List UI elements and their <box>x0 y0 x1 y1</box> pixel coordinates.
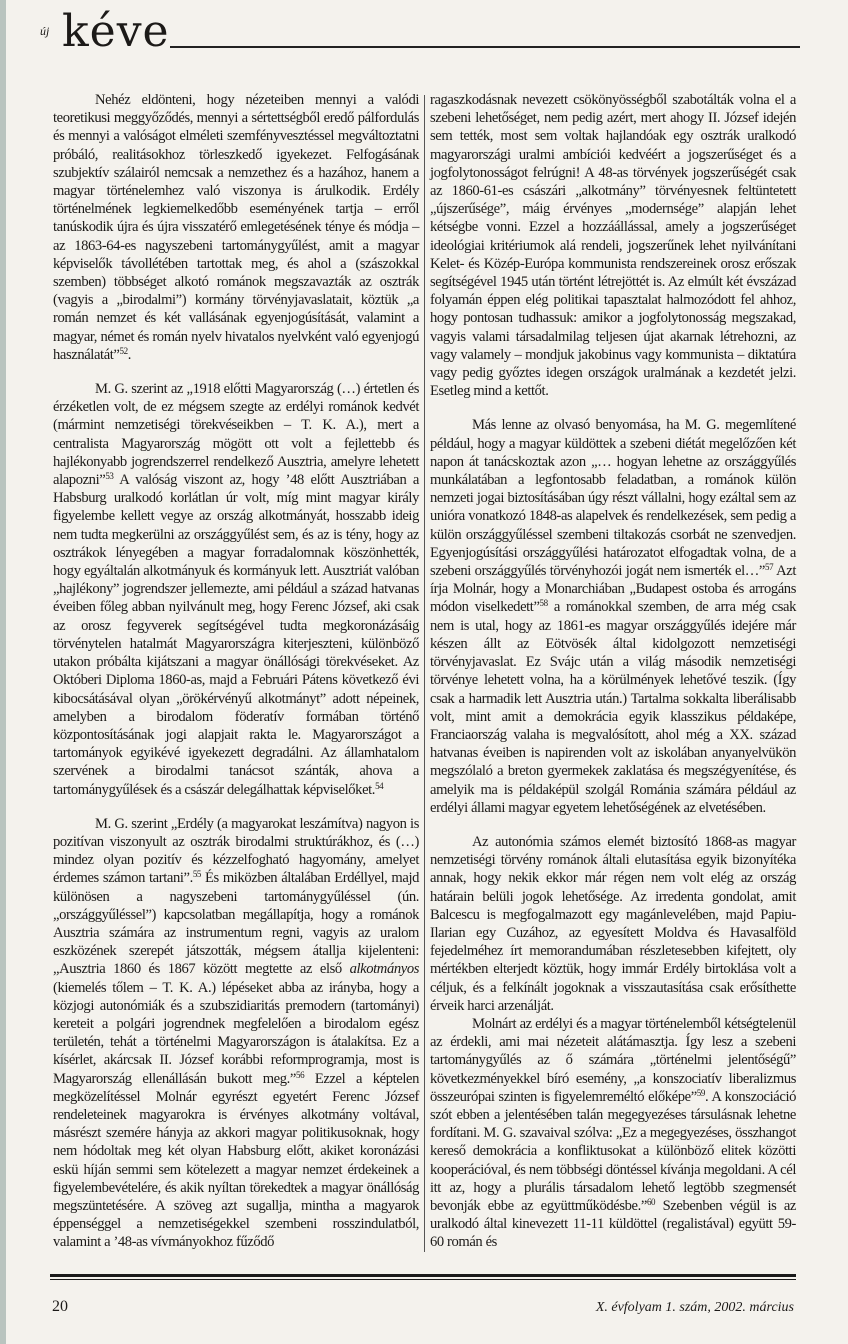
text-run: Szebenben végül is az uralkodó által kinevezett 11-11 küldöttel (regalistával) együtt 59-60 román és <box>430 1197 796 1251</box>
text-run: M. G. szerint az „1918 előtti Magyarország (…) értetlen és érzéketlen volt, de ez mégsem szegte az erdélyi románok kedvét (mármint nemzetiségi törekvéseikben – T. K. A.), mert a centralista Magyarország mögött ott volt a fejlettebb és hajlékonyabb jogrendszerrel rendelkező Ausztria, amelyre lehetett alapozni” <box>53 381 419 489</box>
masthead-rule <box>170 46 800 48</box>
text-run: Az autonómia számos elemét biztosító 1868-as magyar nemzetiségi törvény románok általi elutasítása egyik bizonyítéka annak, hogy nekik ekkor már régen nem volt elég az ország határain belüli jogok lehetősége. Az irredenta gondolat, amit Balcescu is megfogalmazott egy magánlevelében, majd Papiu-Ilarian egy Cuzához, az egyesített Moldva és Havasalföld fejedelméhez írt memorandumában részletesebben kifejtett, oly mértékben elterjedt köztük, hogy immár Erdély birtoklása volt a céljuk, és a felkínált jogoknak a visszautasítása csak erősíthette érveik harci arzenálját. <box>430 833 796 1014</box>
footnote-ref: 56 <box>295 1069 305 1080</box>
paragraph <box>53 815 419 1252</box>
paragraph <box>53 91 419 364</box>
footnote-ref: 52 <box>119 345 128 356</box>
text-run: Azt írja Molnár, hogy a Monarchiában „Budapest ostoba és arrogáns módon viselkedett” <box>430 563 796 616</box>
footer-rule-thin <box>50 1279 796 1280</box>
text-run: ragaszkodásnak nevezett csökönyösségből szabotálták volna el a szebeni lehetőséget, nem pedig azért, mert ahogy II. József idején sem tették, most sem voltak hajlandóak egy osztrák uralkodó magyarországi uralmi ambíciói kedvéért a jogszerűséget és a jogfolytonosságot felrúgni! A 48-as törvények jogszerűségét csak az 1860-61-es császári „alkotmány” törvényesnek feltüntetett „újszerűsége”, máig érvényes „modernsége” alapján lehet kétségbe vonni. Ezzel a hozzáállással, amely a jogszerűséget ideológiai kritériumok alá rendeli, jogszerűnek lehet nyilvánítani Kelet- és Közép-Európa kommunista rendszereinek orosz erőszak segítségével 1945 után történt létrejöttét is. Az elmúlt két évszázad folyamán éppen elég politikai tapasztalat halmozódott fel ahhoz, hogy pontosan tudhassuk: amikor a jogfolytonosság megszakad, vagyis valami társadalmilag teljesen újat akarnak létrehozni, az vagy valamely – mondjuk jakobinus vagy kommunista – diktatúra vagy pedig győztes idegen országok uralmának a kezdetét jelzi. Esetleg mind a kettőt. <box>430 92 796 400</box>
masthead-small-text: új <box>40 24 50 38</box>
footnote-ref: 55 <box>192 869 202 880</box>
paragraph <box>53 380 419 799</box>
text-run: A valóság viszont az, hogy ’48 előtt Ausztriában a Habsburg uralkodó korlátlan úr volt, míg mint magyar király figyelembe kellett vegye az ország alkotmányát, hosszabb ideig nem tudta megkerülni az országgyűlést sem, és az is tény, hogy az osztrákok lényegében a magyar forradalomnak köszönhették, hogy egyáltalán alkotmányuk és kormányuk lett. Ausztriát valóban „hajlékony” jogrendszer jellemezte, ami például a század hatvanas éveiben főleg abban nyilvánult meg, hogy Ferenc József, aki csak az orosz fegyverek segítségével tudta megkoronázásáig törvénytelen hatalmát Magyarországra kiterjeszteni, különböző utakon próbálta kijátszani a magyar önállósági törekvéseket. Az Októberi Diploma 1860-as, majd a Februári Pátens következő évi kibocsátásával olyan „örökérvényű alkotmányt” adott népeinek, amelyben a birodalom föderatív formában történő központosításának jogi alapjait rakta le. Magyarországot a tartományok egyikévé igyekezett degradálni. Az államhatalom szervének a birodalmi tanácsot szánták, ahova a tartománygyűlések és a császár delegálhattak képviselőket. <box>53 472 419 798</box>
columns <box>53 91 796 1252</box>
footnote-ref: 53 <box>105 471 114 482</box>
right-column <box>430 91 796 1252</box>
scan-edge <box>0 0 6 1344</box>
text-run: M. G. szerint „Erdély (a magyarokat leszámítva) nagyon is pozitívan viszonyult az osztrák birodalmi struktúrákhoz, és (…) mindez olyan pozitív és kézzelfogható hagyomány, amelyet érdemes számon tartani”. <box>53 815 419 887</box>
footnote-ref: 58 <box>539 598 548 609</box>
text-run: Más lenne az olvasó benyomása, ha M. G. megemlítené például, hogy a magyar küldöttek a szebeni diétát megelőzően két napon át tanácskoztak azon „… hogyan lehetne az országgyűlés munkálatában a legfontosabb feladatban, a románok külön nemzeti jogai biztosításában úgy részt vállalni, hogy ezáltal sem az unióra vonatkozó 1848-as alapelvek és rendelkezések, sem pedig a külön országgyűléssel szembeni tiltakozás csorbát ne szenvedjen. Egyenjogúsítási országgyűlési határozatot elfogadtak volna, de a szebeni országgyűlés törvényhozói jogát nem ismerték el…” <box>430 417 796 580</box>
page-number: 20 <box>52 1297 68 1315</box>
masthead-logo: kéve <box>62 6 170 57</box>
masthead <box>40 0 800 78</box>
footnote-ref: 57 <box>765 562 774 573</box>
left-column <box>53 91 419 1252</box>
paragraph <box>430 91 796 400</box>
text-run: . A konszociáció szót ebben a jelentésében talán megegyezéses társulásnak lehetne fordítani. M. G. szavaival szólva: „Ez a megegyezéses, összhangot kereső demokrácia a konfliktusokat a különböző elitek közötti kooperációval, és nem többségi döntéssel kívánja megoldani. A cél itt az, hogy a plurális társadalom lehető legtöbb szegmensét bevonják ebbe az együttműködésbe.” <box>430 1088 796 1214</box>
paragraph <box>430 416 796 816</box>
paragraph <box>430 833 796 1015</box>
text-run: Nehéz eldönteni, hogy nézeteiben mennyi a valódi teoretikusi meggyőződés, mennyi a sértettségből eredő pálfordulás és mennyi a valóságot elméleti szemfényvesztéssel megváltoztatni próbáló, realitásokhoz törleszkedő igyekezet. Felfogásának szubjektív szálairól nemcsak a nemzethez és a hazához, hanem a magyar történelemhez való viszonya is árulkodik. Erdély történelmének legkiemelkedőbb eseményének tartja – erről tanúskodik újra és újra visszatérő emlegetésének ténye és módja – az 1863-64-es nagyszebeni tartománygyűlést, amit a magyar képviselők távollétében tartottak meg, és ahol a (szászokkal szemben) többséget alkotó románok megszavazták az osztrák (vagyis a „birodalmi”) kormány törvényjavaslatait, köztük „a román nemzet és két vallásának egyenjogúsítását, valamint a magyar, német és román nyelv hivatalos nyelvként való egyenjogú használatát” <box>53 92 419 363</box>
emphasis-text: alkotmányos <box>349 961 419 978</box>
text-run: Molnárt az erdélyi és a magyar történelemből kétségtelenül az érdekli, ami mai nézeteit alátámasztja. Így lesz a szebeni tartománygyűlés az ő számára „történelmi jelentőségű” következményekkel bíró esemény, „a konszociatív liberalizmus összeurópai szinten is figyelemreméltó előképe” <box>430 1015 796 1105</box>
footnote-ref: 59 <box>696 1087 705 1098</box>
text-run: . <box>127 346 131 363</box>
footer <box>50 1274 796 1344</box>
paragraph <box>430 1015 796 1252</box>
issue-info: X. évfolyam 1. szám, 2002. március <box>595 1299 794 1315</box>
footnote-ref: 60 <box>646 1196 656 1207</box>
text-run: És miközben általában Erdéllyel, majd különösen a nagyszebeni tartománygyűléssel (ún. „országgyűléssel”) kapcsolatban megállapítja, hogy a románok Ausztria számára az instrumentum regni, vagyis az uralom eszközének szerepét játszották, mégsem átallja kijelenteni: „Ausztria 1860 és 1867 között megtette az első <box>53 870 419 978</box>
column-divider <box>424 95 425 1252</box>
text-run: Ezzel a képtelen megközelítéssel Molnár egyrészt egyetért Ferenc József rendeleteinek magyarokra is érvényes alkotmány voltával, másrészt szemére hányja az akkori magyar politikusoknak, hogy nem hódoltak meg két olyan Habsburg előtt, akiket koronázási eskü híján semmi sem kötelezett a magyar nemzet érdekeinek a figyelembevételére, és akik nyíltan törekedtek a magyar önállóság megszüntetésére. A szöveg azt sugallja, mintha a magyarok éppenséggel a nemzetiségekkel szembeni rosszindulatból, valamint a ’48-as vívmányokhoz fűződő <box>53 1070 419 1251</box>
text-run: (kiemelés tőlem – T. K. A.) lépéseket abba az irányba, hogy a közjogi autonómiák és a szubszidiaritás premodern (tartományi) kereteit a polgári jogrendnek megfelelően a birodalom egész területén, tehát a történelmi Magyarországon is átalakítsa. Ez a kísérlet, akárcsak II. József korábbi reformprogramja, most is Magyarország ellenállásán bukott meg.” <box>53 979 419 1087</box>
text-run: a románokkal szemben, de arra még csak nem is utal, hogy az 1861-es magyar országgyűlés idejére már készen állt az Eötvösék által kidolgozott nemzetiségi törvényjavaslat. Ez Svájc után a világ második nemzetiségi törvénye lehetett volna, ha a körülmények lehetővé teszik. (Így csak a harmadik lett Ausztria után.) Tartalma sokkalta liberálisabb volt, mint amit a demokrácia egyik klasszikus példaképe, Franciaország valaha is megvalósított, ahol még a XX. század hatvanas éveiben is napirenden volt az iskolában anyanyelvükön megszólaló a breton gyermekek zaklatása és megszégyenítése, és amelyik ma is példaképül szolgál Románia számára például az erdélyi állami magyar egyetem lehetőségének az elvetésében. <box>430 599 796 816</box>
footnote-ref: 54 <box>375 780 384 791</box>
footer-rule <box>50 1274 796 1277</box>
